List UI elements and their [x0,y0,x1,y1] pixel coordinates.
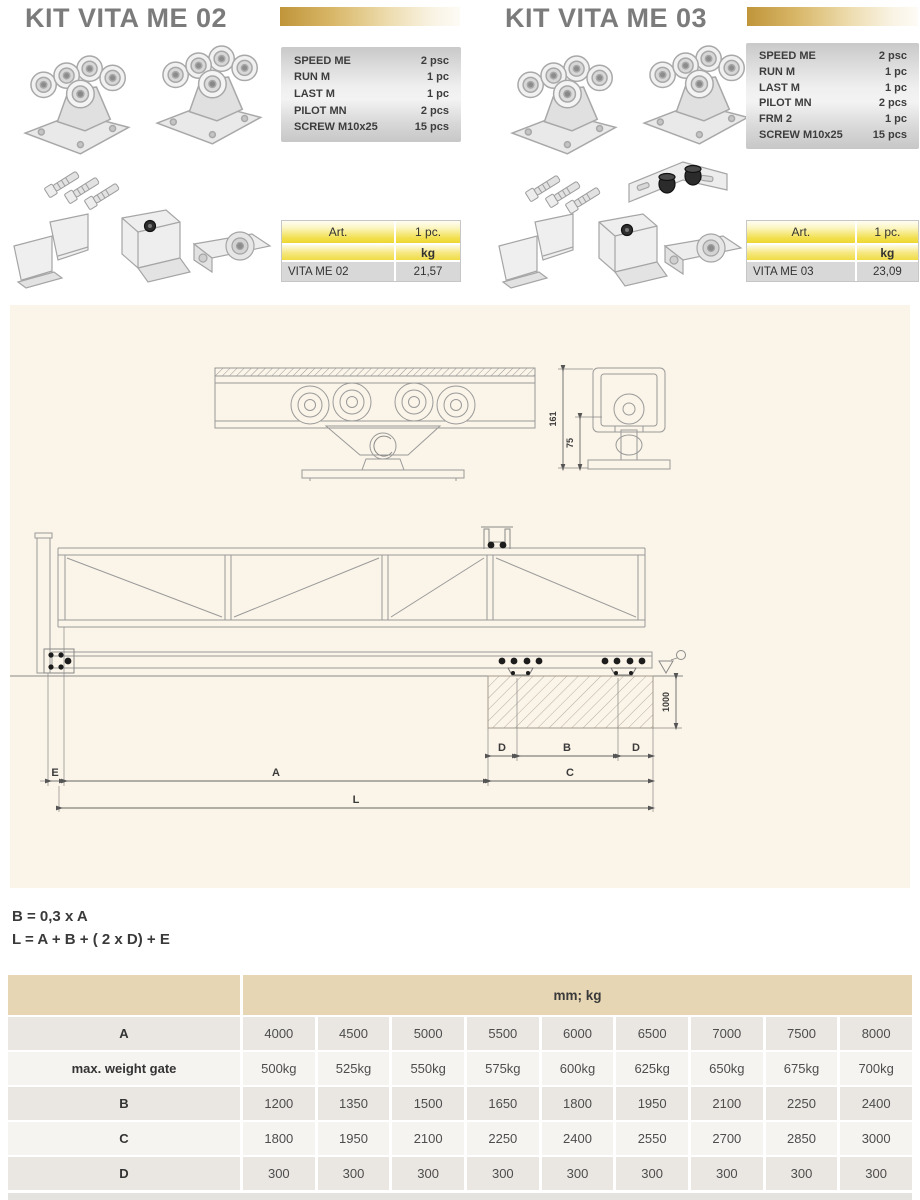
table-cell: 3000 [840,1122,912,1155]
dim-75-label: 75 [565,437,575,449]
table-cell: 1800 [243,1122,315,1155]
spec-row [294,55,449,68]
table-cell: 1350 [318,1087,390,1120]
table-cell: 625kg [616,1052,688,1085]
size-table [8,975,912,1190]
kit-main-product-image [8,34,280,162]
table-cell: 6500 [616,1017,688,1050]
gold-accent-bar [280,7,460,26]
end-view-dimensions [548,369,602,468]
table-cell: 6000 [542,1017,614,1050]
article-name: VITA ME 03 [747,262,855,281]
table-row-label: max. weight gate [8,1052,240,1085]
table-cell: 2100 [691,1087,763,1120]
table-cell: 300 [766,1157,838,1190]
dim-l-label: L [352,794,360,806]
spec-qty: 1 pc [884,81,907,94]
page-bottom-strip [8,1193,912,1200]
table-cell: 300 [392,1157,464,1190]
dim-161-label: 161 [548,411,558,427]
dim-1000 [653,676,682,728]
table-cell: 300 [467,1157,539,1190]
spec-qty: 2 pcs [420,104,449,117]
kit-art-table [746,220,919,282]
table-cell: 300 [691,1157,763,1190]
table-cell: 2400 [542,1122,614,1155]
spec-qty: 1 pc [884,112,907,125]
spec-row [759,50,907,63]
gold-accent-bar [747,7,918,26]
art-col-header: Art. [747,221,855,243]
table-cell: 2850 [766,1122,838,1155]
spec-row [759,129,907,142]
kit-main-product-image [495,34,767,162]
spec-label: LAST M [759,81,800,94]
table-row-label: C [8,1122,240,1155]
table-cell: 2400 [840,1087,912,1120]
article-weight: 23,09 [857,262,918,281]
dim-c-label: C [566,767,574,779]
art-col-header: Art. [282,221,394,243]
spec-qty: 2 psc [420,54,449,67]
table-cell: 300 [542,1157,614,1190]
spec-label: LAST M [294,87,335,100]
kit-contents-box [281,47,461,142]
spec-label: SPEED ME [759,50,816,63]
spec-row [759,66,907,79]
dim-d1-label: D [498,742,506,754]
table-cell: 8000 [840,1017,912,1050]
table-cell: 2700 [691,1122,763,1155]
track-side-view [215,368,535,481]
table-cell: 700kg [840,1052,912,1085]
spec-label: PILOT MN [759,97,812,110]
table-cell: 1950 [318,1122,390,1155]
table-cell: 1200 [243,1087,315,1120]
size-table-unit-header: mm; kg [243,975,912,1015]
table-cell: 575kg [467,1052,539,1085]
spec-qty: 15 pcs [872,128,907,141]
spec-label: SCREW M10x25 [759,128,843,141]
table-cell: 500kg [243,1052,315,1085]
kit-contents-box [746,43,919,149]
table-row-label: B [8,1087,240,1120]
spec-row [294,105,449,118]
table-cell: 675kg [766,1052,838,1085]
table-cell: 300 [318,1157,390,1190]
table-cell: 300 [243,1157,315,1190]
table-cell: 5000 [392,1017,464,1050]
spec-label: SPEED ME [294,54,351,67]
kit-art-table [281,220,461,282]
roller-carriages [499,658,646,675]
article-weight: 21,57 [396,262,460,281]
spec-qty: 1 pc [426,71,449,84]
table-cell: 525kg [318,1052,390,1085]
spec-qty: 15 pcs [414,121,449,134]
table-cell: 4500 [318,1017,390,1050]
spec-row [294,88,449,101]
unit-label: kg [396,245,460,260]
table-row-label: D [8,1157,240,1190]
spec-row [294,121,449,134]
unit-row-blank [282,245,394,260]
spec-row [759,82,907,95]
table-cell: 2100 [392,1122,464,1155]
size-table-corner [8,975,240,1015]
spec-label: PILOT MN [294,104,347,117]
spec-row [294,71,449,84]
table-cell: 300 [616,1157,688,1190]
qty-col-header: 1 pc. [396,221,460,243]
formula-b: B = 0,3 x A [12,908,88,925]
gate-elevation [35,527,652,673]
spec-row [759,113,907,126]
spec-qty: 2 pcs [878,97,907,110]
dim-e-label: E [51,767,59,779]
spec-label: FRM 2 [759,112,792,125]
dim-1000-label: 1000 [661,691,671,713]
technical-drawing [10,305,910,888]
track-end-view [588,368,670,469]
spec-label: SCREW M10x25 [294,121,378,134]
article-name: VITA ME 02 [282,262,394,281]
unit-row-blank [747,245,855,260]
table-cell: 1500 [392,1087,464,1120]
qty-col-header: 1 pc. [857,221,918,243]
table-cell: 2250 [467,1122,539,1155]
spec-label: RUN M [759,65,796,78]
dim-d2-label: D [632,742,640,754]
kit-title: KIT VITA ME 02 [25,3,228,33]
formula-l: L = A + B + ( 2 x D) + E [12,931,170,948]
table-cell: 600kg [542,1052,614,1085]
spec-label: RUN M [294,71,331,84]
kit-title: KIT VITA ME 03 [505,3,708,33]
table-cell: 7000 [691,1017,763,1050]
table-cell: 1800 [542,1087,614,1120]
kit-parts-image [495,148,743,298]
unit-label: kg [857,245,918,260]
table-cell: 1650 [467,1087,539,1120]
table-row-label: A [8,1017,240,1050]
table-cell: 2250 [766,1087,838,1120]
table-cell: 1950 [616,1087,688,1120]
table-cell: 4000 [243,1017,315,1050]
dim-b-label: B [563,742,571,754]
table-cell: 300 [840,1157,912,1190]
spec-qty: 2 psc [878,50,907,63]
table-cell: 650kg [691,1052,763,1085]
spec-row [759,97,907,110]
table-cell: 7500 [766,1017,838,1050]
table-cell: 550kg [392,1052,464,1085]
spec-qty: 1 pc [884,65,907,78]
kit-parts-image [8,158,280,298]
spec-qty: 1 pc [426,87,449,100]
table-cell: 5500 [467,1017,539,1050]
dim-a-label: A [272,767,280,779]
formulas-block [12,905,170,951]
foundation [10,651,686,729]
table-cell: 2550 [616,1122,688,1155]
technical-drawing-panel [10,305,910,888]
